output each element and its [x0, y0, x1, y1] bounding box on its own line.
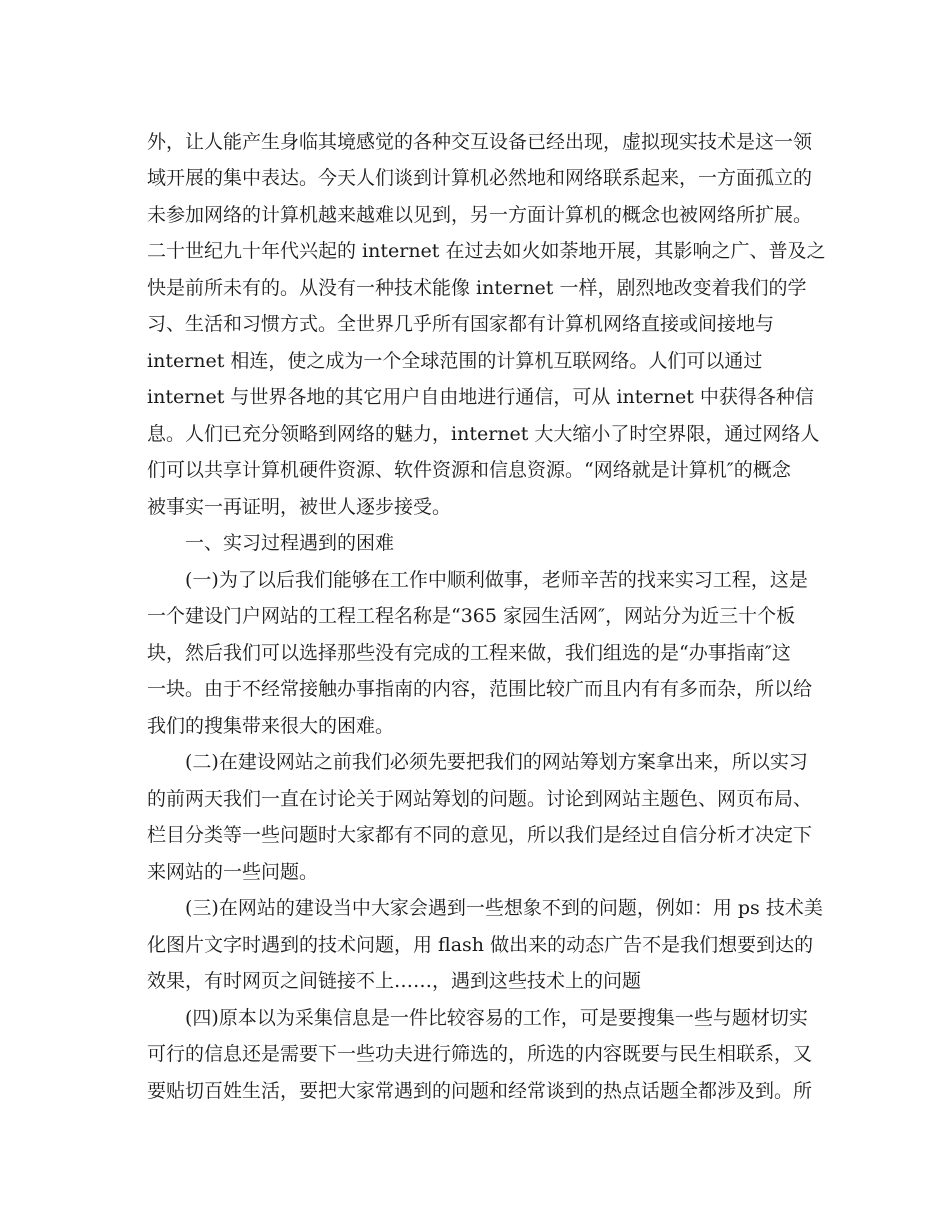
text-line: 的前两天我们一直在讨论关于网站筹划的问题。讨论到网站主题色、网页布局、	[147, 788, 813, 810]
text-line: (四)原本以为采集信息是一件比较容易的工作，可是要搜集一些与题材切实	[185, 1007, 808, 1029]
text-line: 域开展的集中表达。今天人们谈到计算机必然地和网络联系起来，一方面孤立的	[147, 167, 813, 189]
text-line: 快是前所未有的。从没有一种技术能像 internet 一样，剧烈地改变着我们的学	[147, 277, 807, 299]
text-line: (三)在网站的建设当中大家会遇到一些想象不到的问题，例如：用 ps 技术美	[185, 897, 823, 919]
text-line: 栏目分类等一些问题时大家都有不同的意见，所以我们是经过自信分析才决定下	[147, 824, 813, 846]
text-line: 一块。由于不经常接触办事指南的内容，范围比较广而且内有有多而杂，所以给	[147, 678, 813, 700]
text-line: 习、生活和习惯方式。全世界几乎所有国家都有计算机网络直接或间接地与	[147, 313, 775, 335]
text-line: 块，然后我们可以选择那些没有完成的工程来做，我们组选的是“办事指南″这	[147, 642, 791, 664]
text-line: 化图片文字时遇到的技术问题，用 flash 做出来的动态广告不是我们想要到达的	[147, 934, 814, 956]
text-line: 我们的搜集带来很大的困难。	[147, 715, 395, 737]
text-line: 二十世纪九十年代兴起的 internet 在过去如火如荼地开展，其影响之广、普及之	[147, 240, 826, 262]
text-line: 息。人们已充分领略到网络的魅力，internet 大大缩小了时空界限，通过网络人	[147, 423, 820, 445]
text-line: 可行的信息还是需要下一些功夫进行筛选的，所选的内容既要与民生相联系，又	[147, 1043, 813, 1065]
text-line: (二)在建设网站之前我们必须先要把我们的网站筹划方案拿出来，所以实习	[185, 751, 808, 773]
text-line: 效果，有时网页之间链接不上……，遇到这些技术上的问题	[147, 970, 642, 992]
text-line: 要贴切百姓生活，要把大家常遇到的问题和经常谈到的热点话题全都涉及到。所	[147, 1080, 813, 1102]
text-line: (一)为了以后我们能够在工作中顺利做事，老师辛苦的找来实习工程，这是	[185, 569, 808, 591]
text-line: 未参加网络的计算机越来越难以见到，另一方面计算机的概念也被网络所扩展。	[147, 204, 813, 226]
text-line: 一个建设门户网站的工程工程名称是“365 家园生活网″，网站分为近三十个板	[147, 605, 796, 627]
text-line: 外，让人能产生身临其境感觉的各种交互设备已经出现，虚拟现实技术是这一领	[147, 131, 813, 153]
text-line: internet 相连，使之成为一个全球范围的计算机互联网络。人们可以通过	[147, 350, 763, 372]
text-line: internet 与世界各地的其它用户自由地进行通信，可从 internet 中获得各种信	[147, 386, 814, 408]
text-line: 被事实一再证明，被世人逐步接受。	[147, 496, 452, 518]
text-line: 来网站的一些问题。	[147, 861, 319, 883]
text-line: 们可以共享计算机硬件资源、软件资源和信息资源。“网络就是计算机″的概念	[147, 459, 791, 481]
section-heading: 一、实习过程遇到的困难	[185, 532, 395, 554]
